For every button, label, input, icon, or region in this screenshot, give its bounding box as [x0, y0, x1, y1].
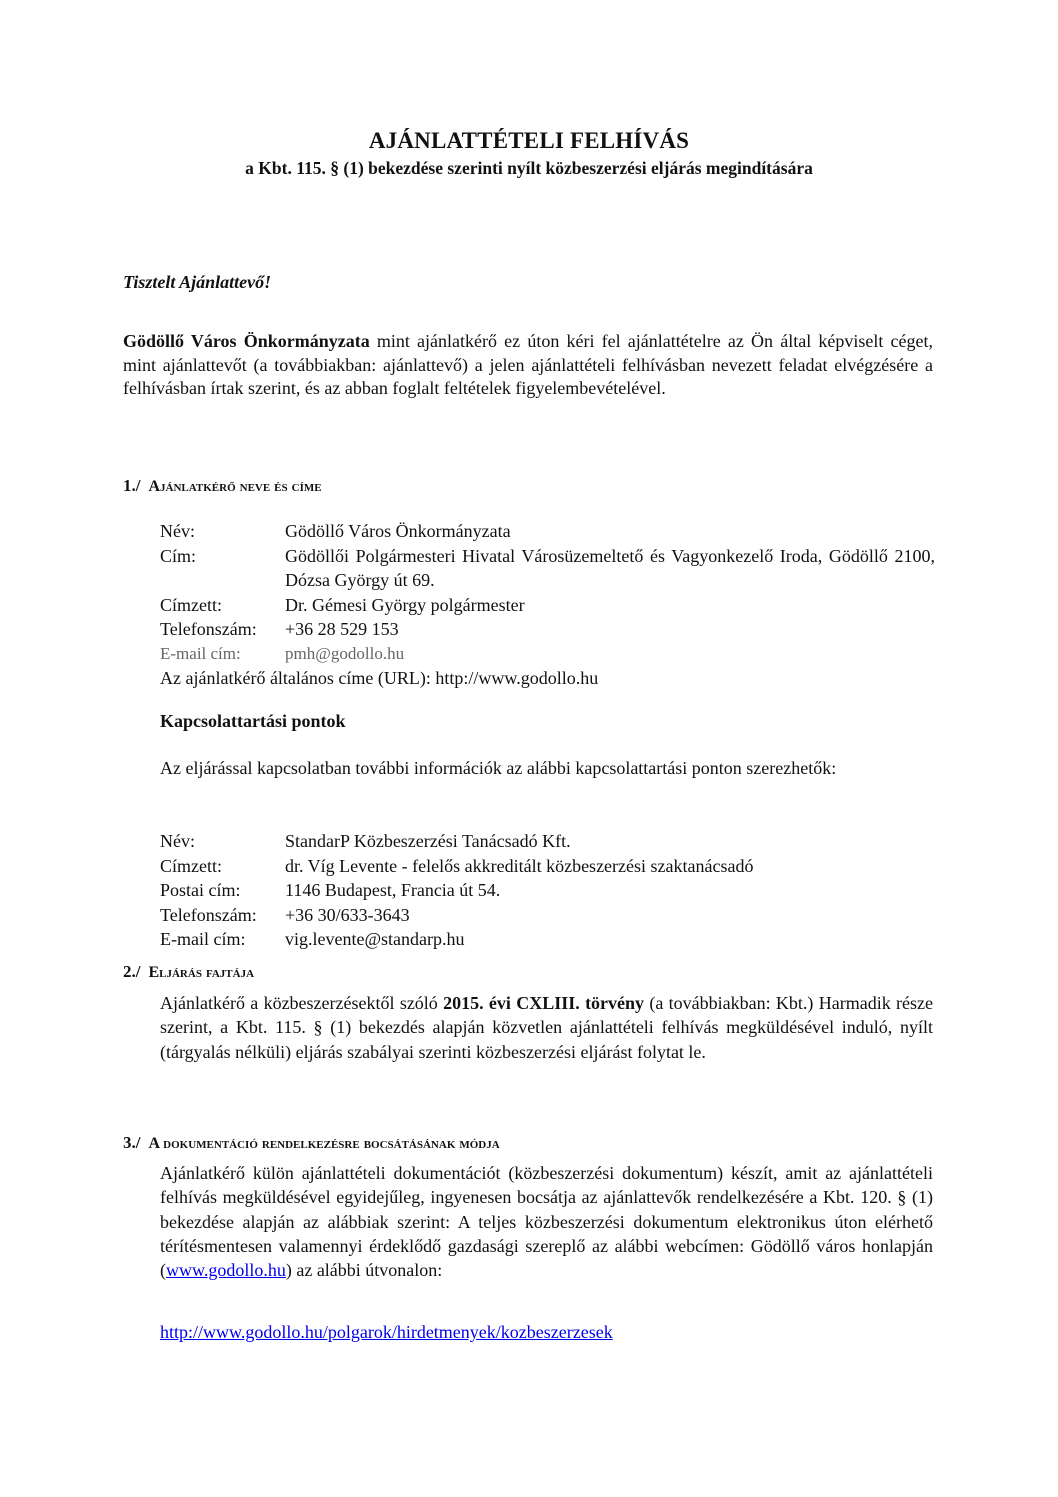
detail-value: dr. Víg Levente - felelős akkreditált közbeszerzési szaktanácsadó — [285, 855, 754, 876]
detail-key: Telefonszám: — [160, 904, 257, 925]
detail-key: Címzett: — [160, 594, 222, 615]
section-3-paragraph — [160, 1161, 933, 1282]
procurement-url-line — [160, 1322, 613, 1343]
contact-row-email — [160, 927, 935, 952]
section-1-title: Ajánlatkérő neve és címe — [148, 478, 322, 495]
detail-key: Cím: — [160, 545, 197, 566]
law-reference: 2015. évi CXLIII. törvény — [443, 993, 645, 1013]
intro-text: mint ajánlatkérő ez úton kéri fel ajánlattételre az Ön által képviselt céget, mint ajánlattevőt (a továbbiakban: ajánlattevő) a jelen ajánlattételi felhívásban nevezett feladat elvégzésére a felhívásban írtak szerint, és az abban foglalt feltételek figyelembevételével. — [123, 331, 933, 398]
detail-value: vig.levente@standarp.hu — [285, 929, 465, 949]
detail-row-addressee — [160, 593, 935, 618]
detail-row-phone — [160, 617, 935, 642]
contact-row-postal — [160, 878, 935, 903]
detail-row-name — [160, 519, 935, 544]
section-2-title: Eljárás fajtája — [148, 964, 255, 981]
contact-point-details — [160, 829, 935, 952]
detail-row-email — [160, 642, 935, 667]
contracting-authority-details — [160, 519, 935, 691]
section-3-text: ) az alábbi útvonalon: — [285, 1260, 443, 1281]
detail-key: Címzett: — [160, 855, 222, 876]
section-3-number: 3./ — [123, 1133, 141, 1152]
section-1-heading — [123, 476, 322, 496]
detail-key: Név: — [160, 831, 195, 851]
detail-value: Gödöllő Város Önkormányzata — [285, 521, 511, 541]
detail-value: pmh@godollo.hu — [285, 643, 405, 663]
detail-key: E-mail cím: — [160, 929, 246, 949]
greeting: Tisztelt Ajánlattevő! — [123, 272, 272, 292]
contact-points-heading: Kapcsolattartási pontok — [160, 711, 346, 731]
section-3-heading — [123, 1133, 500, 1153]
procurement-documents-link[interactable]: http://www.godollo.hu/polgarok/hirdetmenyek/kozbeszerzesek — [160, 1322, 613, 1342]
detail-row-url — [160, 666, 935, 691]
godollo-homepage-link[interactable]: www.godollo.hu — [166, 1260, 286, 1281]
detail-value: StandarP Közbeszerzési Tanácsadó Kft. — [285, 831, 571, 851]
detail-key: Postai cím: — [160, 880, 241, 900]
section-2-text: (a továbbiakban: Kbt.) Harmadik része szerint, a Kbt. 115. § (1) bekezdés alapján közvetlen ajánlattételi felhívás megküldésével induló, nyílt (tárgyalás nélküli) eljárás szabályai szerinti közbeszerzési eljárást folytat le. — [160, 993, 933, 1062]
detail-value: Gödöllői Polgármesteri Hivatal Városüzemeltető és Vagyonkezelő Iroda, Gödöllő 2100, Dózsa György út 69. — [285, 545, 935, 590]
section-2-text: Ajánlatkérő a közbeszerzésektől szóló — [160, 993, 444, 1013]
document-title: AJÁNLATTÉTELI FELHÍVÁS — [368, 128, 690, 153]
detail-value: Dr. Gémesi György polgármester — [285, 594, 525, 615]
contact-points-intro: Az eljárással kapcsolatban további információk az alábbi kapcsolattartási ponton szerezhetők: — [160, 758, 837, 778]
document-subtitle: a Kbt. 115. § (1) bekezdése szerinti nyílt közbeszerzési eljárás megindítására — [245, 158, 813, 178]
detail-key: E-mail cím: — [160, 643, 241, 663]
section-2-heading — [123, 962, 254, 982]
detail-value: +36 28 529 153 — [285, 619, 399, 639]
contact-row-name — [160, 829, 935, 854]
section-3-text: Ajánlatkérő külön ajánlattételi dokumentációt (közbeszerzési dokumentum) készít, amit az ajánlattételi felhívás megküldésével egyidejűleg, ingyenesen bocsátja az ajánlattevők rendelkezésére a Kbt. 120. § (1) bekezdése alapján az alábbiak szerint: A teljes közbeszerzési dokumentum elektronikus úton elérhető térítésmentesen valamennyi érdeklődő gazdasági szereplő az alábbi webcímen: Gödöllő város honlapján ( — [160, 1163, 933, 1281]
contact-row-phone — [160, 903, 935, 928]
detail-value: +36 30/633-3643 — [285, 904, 410, 925]
section-2-number: 2./ — [123, 962, 141, 981]
detail-key: Telefonszám: — [160, 619, 257, 639]
intro-paragraph — [123, 330, 933, 401]
detail-key: Név: — [160, 521, 195, 541]
detail-value: 1146 Budapest, Francia út 54. — [285, 880, 501, 900]
intro-bold-lead: Gödöllő Város Önkormányzata — [123, 331, 370, 351]
section-3-title: A dokumentáció rendelkezésre bocsátásának módja — [148, 1135, 500, 1152]
detail-row-address — [160, 544, 935, 593]
section-2-paragraph — [160, 991, 933, 1064]
url-line: Az ajánlatkérő általános címe (URL): http://www.godollo.hu — [160, 668, 599, 688]
section-1-number: 1./ — [123, 476, 141, 495]
contact-row-addressee — [160, 854, 935, 879]
